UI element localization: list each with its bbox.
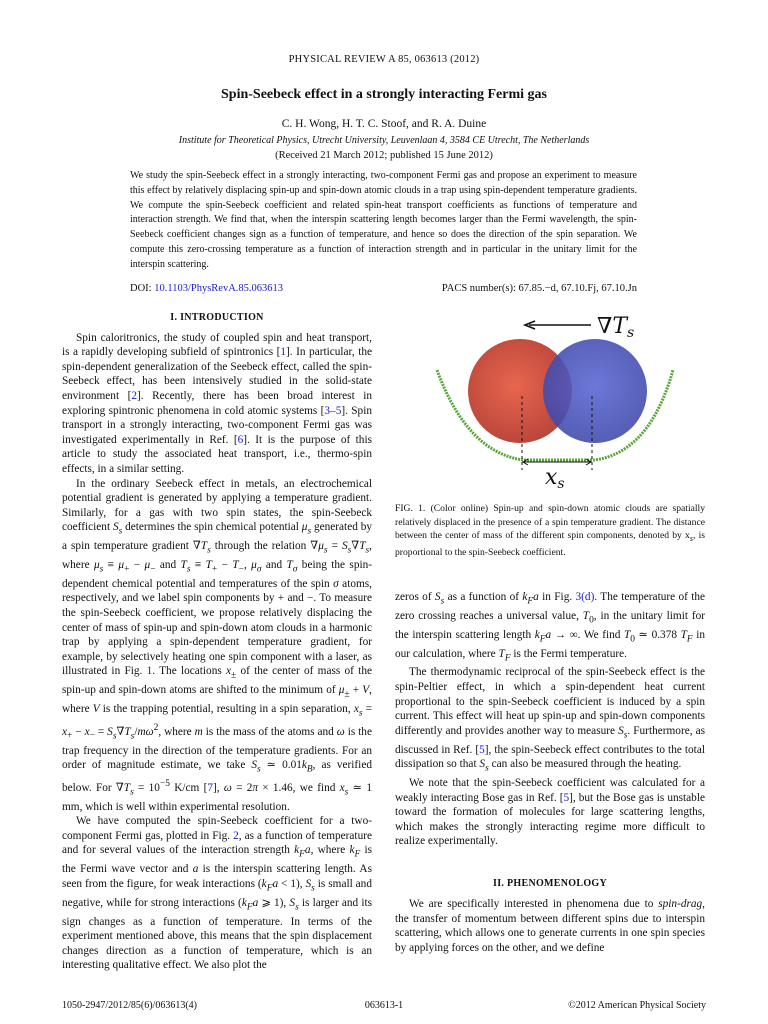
section-heading-introduction: I. INTRODUCTION [170,312,264,323]
footer-page-number: 063613-1 [364,1000,404,1011]
caption-tail: , is proportional to the spin-Seebeck coefficient. [395,530,705,558]
gradient-label: ∇Ts [597,314,635,341]
right-paragraph-3: We note that the spin-Seebeck coefficient was calculated for a weakly interacting Bose gas in Ref. [5], but the Bose gas is unstable toward the formation of molecules for large scattering lengths, which makes the strongly interacting regime more difficult to realize experimentally. [395,777,705,848]
figure-1-graphic [395,312,705,492]
intro-paragraph-3: We have computed the spin-Seebeck coefficient for a two-component Fermi gas, plotted in Fig. 2, as a function of temperature and for several values of the interaction strength $k_Fa$, where $k_F$ is the Fermi wave vector and a is the interspin scattering length. As seen from the figure, for weak interactions $(k_Fa < 1)$, $S_s$ is small and negative, while for strong interactions ($k_Fa$ ⩾ 1), $S_s$ is larger and its sign changes as a function of temperature. In terms of the experiment mentioned above, this means that the spin displacement changes direction as a function of temperature, which is an interesting qualitative effect. We also plot the [62,815,373,972]
citation-1[interactable]: 1 [280,346,287,359]
doi-line [130,283,283,294]
section-2 [395,877,705,897]
journal-header: PHYSICAL REVIEW A 85, 063613 (2012) [288,54,480,65]
spin-down-cloud [543,339,647,443]
citation-2[interactable]: 2 [131,389,138,402]
figure-ref-2[interactable]: 2 [233,829,239,842]
paper-authors: C. H. Wong, H. T. C. Stoof, and R. A. Duine [281,118,487,130]
right-paragraph-1: zeros of $S_s$ as a function of $k_Fa$ in Fig. 3(d). The temperature of the zero crossing reaches a universal value, $T_0$, in the unitary limit for the interspin scattering length $k_Fa$ → ∞. We find $T_0$ ≃ 0.378 $T_F$ in our calculation, where $T_F$ is the Fermi temperature. [395,591,706,663]
received-dates: (Received 21 March 2012; published 15 June 2012) [275,150,493,161]
figure-1-caption [395,502,705,559]
intro-paragraph-2: In the ordinary Seebeck effect in metals, an electrochemical potential gradient is generated by applying a temperature gradient. Similarly, for a gas with two spin states, the spin-Seebeck coefficient $S_s$ determines the spin chemical potential $\mu_s$ generated by a spin temperature gradient $\nabla T_s$ through the relation $\nabla\mu_s = S_s\nabla T_s$, where $\mu_s \equiv \mu_+ - \mu_-$ and $T_s \equiv T_+ - T_-$, $\mu_\sigma$ and $T_\sigma$ being the spin-dependent chemical potential and temperatures of the spin σ atoms, respectively, and we label spin components by + and −. To measure the spin-Seebeck coefficient, we propose relatively displacing the center of mass of spin-up and spin-down atom clouds in a harmonic trap by applying a spin-dependent temperature gradient, for example, by selectively heating one spin component with a laser, as illustrated in Fig. 1. The locations $x_\pm$ of the center of mass of the spin-up and spin-down atoms are shifted to the minimum of $\mu_\pm + V$, where V is the trapping potential, resulting in a spin separation, $x_s = x_+ - x_- = S_s\nabla T_s/m\omega^2$, where m is the mass of the atoms and ω is the trap frequency in the direction of the temperature gradients. For an order of magnitude estimate, we take $S_s$ ≃ $0.01k_B$, as verified below. For $\nabla T_s = 10^{-5}$ K/cm [7], ω = 2π × 1.46, we find $x_s$ ≃ 1 mm, which is well within experimental resolution. [62,477,373,813]
section-heading-phenomenology: II. PHENOMENOLOGY [493,878,607,889]
right-paragraph-2: The thermodynamic reciprocal of the spin-Seebeck effect is the spin-Peltier effect, in which a spin-dependent heat current proportional to the spin-Seebeck coefficient is induced by a spin current. This effect will heat up spin-up and spin-down components differently and provides another way to measure $S_s$. Furthermore, as discussed in Ref. [5], the spin-Seebeck effect contributes to the total dissipation so that $S_s$ can also be measured through the heating. [395,666,705,774]
figure-1 [395,312,705,492]
figure-ref-1[interactable]: 1 [146,665,153,678]
temperature-gradient-arrow [525,321,591,329]
citation-6[interactable]: 6 [237,433,244,446]
phenomenology-paragraph-1: We are specifically interested in phenomena due to spin-drag, the transfer of momentum between different spins due to interspin scattering, which allows one to generate currents in one spin species by applying forces on the other, and we define [395,898,705,954]
intro-paragraph-1: Spin caloritronics, the study of coupled spin and heat transport, is a rapidly developing subfield of spintronics [1]. In particular, the spin-dependent generalization of the Seebeck effect, called the spin-Seebeck effect, has been intensively studied in the solid-state environment [2]. Recently, there has been broad interest in exploring spintronic phenomena in cold atomic systems [3–5]. Spin transport in a strongly interacting, two-component Fermi gas was investigated experimentally in Ref. [6]. It is the purpose of this article to study the associated heat transport, i.e., thermo-spin effects, in a similar setting. [62,331,372,475]
footer-issn: 1050-2947/2012/85(6)/063613(4) [62,1000,197,1011]
doi-link[interactable]: 10.1103/PhysRevA.85.063613 [154,283,284,294]
paper-affiliation: Institute for Theoretical Physics, Utrecht University, Leuvenlaan 4, 3584 CE Utrecht, The Netherlands [178,135,590,146]
abstract: We study the spin-Seebeck effect in a strongly interacting, two-component Fermi gas and propose an experiment to measure this effect by relatively displacing spin-up and spin-down atomic clouds in a trap using spin-dependent temperature gradients. We compute the spin-Seebeck coefficient and related spin-heat transport coefficients as functions of temperature and interaction strength. We find that, when the interspin scattering length becomes larger than the Fermi wavelength, the spin-Seebeck coefficient changes sign as a function of temperature, and hence so does the direction of the spin separation. We compute this zero-crossing temperature as a function of interaction strength and in particular in the unitary limit for the interspin scattering. [130,170,637,270]
citation-3-5[interactable]: 3–5 [324,404,342,417]
pacs-numbers: PACS number(s): 67.85.−d, 67.10.Fj, 67.10.Jn [441,283,637,294]
footer-copyright: ©2012 American Physical Society [568,1000,706,1011]
section-2-text [395,897,705,955]
citation-5[interactable]: 5 [479,743,485,756]
citation-7[interactable]: 7 [207,781,213,794]
caption-text: FIG. 1. (Color online) Spin-up and spin-down atomic clouds are spatially relatively displaced in the presence of a spin temperature gradient. The distance between the center of mass of the different spin components, denoted by x [395,503,705,542]
caption-subscript: s [689,534,693,544]
left-column [62,311,372,973]
right-column [395,590,705,849]
paper-title: Spin-Seebeck effect in a strongly interacting Fermi gas [221,87,547,102]
citation-5b[interactable]: 5 [563,791,570,804]
doi-label: DOI: [130,283,152,294]
separation-label: xs [545,465,565,492]
figure-ref-3d[interactable]: 3(d) [575,591,595,603]
